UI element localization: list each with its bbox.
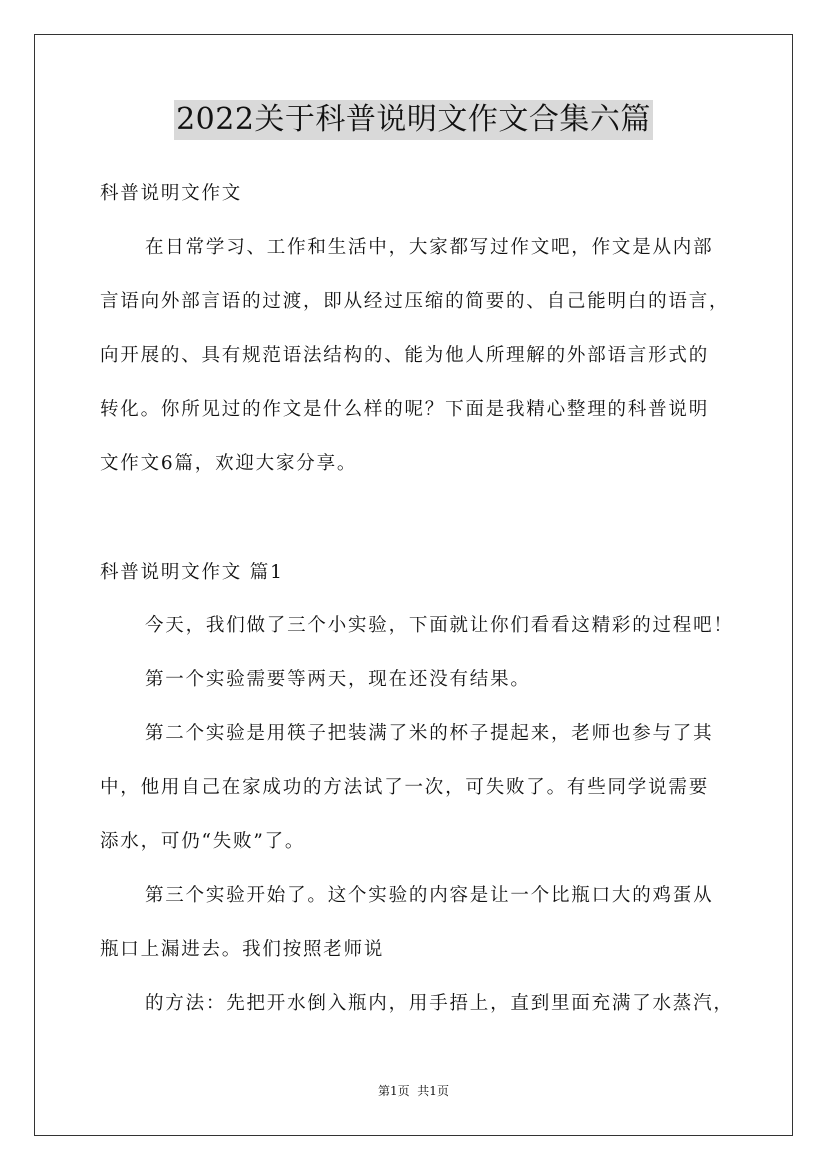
part1-heading: 科普说明文作文 篇1 [100, 562, 284, 583]
part1-line-1: 今天，我们做了三个小实验，下面就让你们看看这精彩的过程吧！ [145, 615, 734, 636]
intro-line-1: 在日常学习、工作和生活中，大家都写过作文吧，作文是从内部 [145, 237, 714, 258]
part1-line-7: 瓶口上漏进去。我们按照老师说 [100, 939, 385, 960]
intro-line-2: 言语向外部言语的过渡，即从经过压缩的简要的、自己能明白的语言， [100, 291, 730, 312]
document-title: 2022关于科普说明文作文合集六篇 [174, 100, 653, 140]
part1-line-8: 的方法：先把开水倒入瓶内，用手捂上，直到里面充满了水蒸汽， [145, 993, 734, 1014]
part1-line-5: 添水，可仍“失败”了。 [100, 831, 306, 852]
part1-line-6: 第三个实验开始了。这个实验的内容是让一个比瓶口大的鸡蛋从 [145, 885, 714, 906]
part1-line-2: 第一个实验需要等两天，现在还没有结果。 [145, 669, 531, 690]
page-footer: 第1页 共1页 [378, 1084, 449, 1098]
intro-line-3: 向开展的、具有规范语法结构的、能为他人所理解的外部语言形式的 [100, 345, 710, 366]
section-heading: 科普说明文作文 [100, 183, 243, 204]
part1-line-3: 第二个实验是用筷子把装满了米的杯子提起来，老师也参与了其 [145, 723, 714, 744]
intro-line-4: 转化。你所见过的作文是什么样的呢？下面是我精心整理的科普说明 [100, 399, 710, 420]
intro-line-5: 文作文6篇，欢迎大家分享。 [100, 453, 358, 474]
title-container [0, 100, 827, 140]
part1-line-4: 中，他用自己在家成功的方法试了一次，可失败了。有些同学说需要 [100, 777, 710, 798]
